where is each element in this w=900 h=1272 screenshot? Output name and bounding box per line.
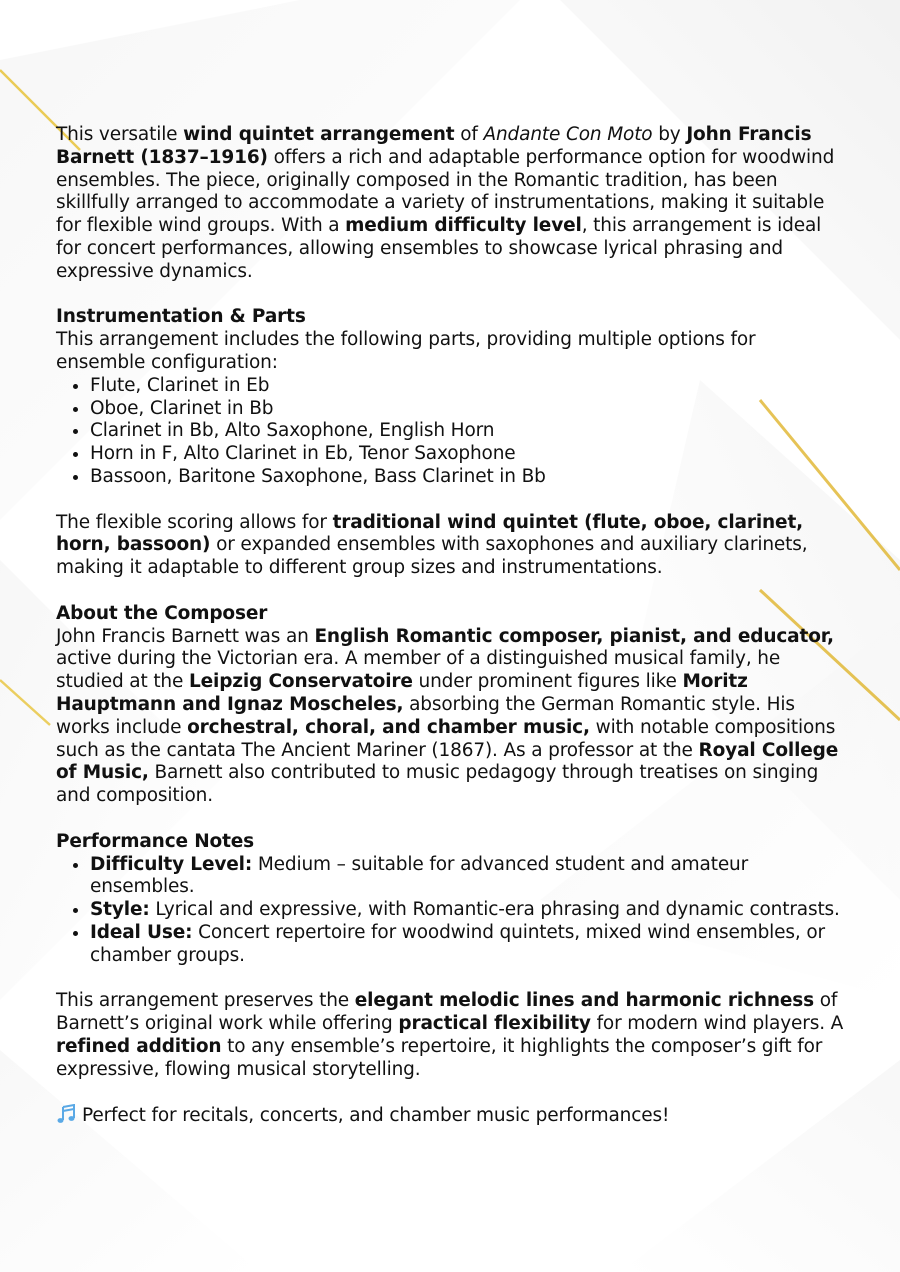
- closing-paragraph: This arrangement preserves the elegant melodic lines and harmonic richness of Barnett’s original work while offering practical flexibility for modern wind players. A refined addition to any ensemble’s repertoire, it highlights the composer’s gift for expressive, flowing musical storytelling.: [56, 990, 844, 1080]
- note-label: Style:: [90, 899, 150, 921]
- music-notes-icon: [56, 1104, 76, 1124]
- highlight-text: Moritz Hauptmann and Ignaz Moscheles,: [56, 671, 748, 715]
- list-item: • Style: Lyrical and expressive, with Romantic-era phrasing and dynamic contrasts.: [90, 899, 846, 922]
- list-item: • Flute, Clarinet in Eb: [90, 375, 846, 398]
- description-content: [56, 124, 846, 1128]
- list-item: • Clarinet in Bb, Alto Saxophone, English Horn: [90, 420, 846, 443]
- performance-section: [56, 831, 846, 968]
- composer-heading: About the Composer: [56, 602, 268, 624]
- highlight-text: medium difficulty level: [345, 215, 582, 237]
- tagline: Perfect for recitals, concerts, and chamber music performances!: [56, 1104, 846, 1128]
- parts-list: [56, 375, 846, 489]
- highlight-text: wind quintet arrangement: [183, 124, 455, 145]
- scoring-paragraph: The flexible scoring allows for traditional wind quintet (flute, oboe, clarinet, horn, bassoon) or expanded ensembles with saxophones and auxiliary clarinets, making it adaptable to different group sizes and instrumentations.: [56, 511, 808, 579]
- highlight-text: traditional wind quintet (flute, oboe, clarinet, horn, bassoon): [56, 511, 804, 556]
- intro-paragraph: This versatile wind quintet arrangement of Andante Con Moto by John Francis Barnett (1837–1916) offers a rich and adaptable performance option for woodwind ensembles. The piece, originally composed in the Romantic tradition, has been skillfully arranged to accommodate a variety of instrumentations, making it suitable for flexible wind groups. With a medium difficulty level, this arrangement is ideal for concert performances, allowing ensembles to showcase lyrical phrasing and expressive dynamics.: [56, 124, 835, 282]
- highlight-text: refined addition: [56, 1035, 222, 1057]
- list-item: • Bassoon, Baritone Saxophone, Bass Clarinet in Bb: [90, 466, 846, 489]
- list-item: • Horn in F, Alto Clarinet in Eb, Tenor Saxophone: [90, 443, 846, 466]
- highlight-text: English Romantic composer, pianist, and educator,: [314, 625, 834, 647]
- highlight-text: practical flexibility: [398, 1013, 591, 1035]
- note-label: Difficulty Level:: [90, 853, 253, 875]
- highlight-text: Royal College of Music,: [56, 739, 839, 784]
- highlight-text: elegant melodic lines and harmonic richness: [354, 990, 814, 1012]
- composer-name: John Francis Barnett (1837–1916): [56, 124, 812, 168]
- highlight-text: Leipzig Conservatoire: [188, 671, 413, 693]
- highlight-text: orchestral, choral, and chamber music,: [187, 716, 590, 738]
- piece-title: Andante Con Moto: [483, 124, 653, 145]
- composer-section: [56, 603, 846, 808]
- composer-paragraph: John Francis Barnett was an English Romantic composer, pianist, and educator, active during the Victorian era. A member of a distinguished musical family, he studied at the Leipzig Conservatoire under prominent figures like Moritz Hauptmann and Ignaz Moscheles, absorbing the German Romantic style. His works include orchestral, choral, and chamber music, with notable compositions such as the cantata The Ancient Mariner (1867). As a professor at the Royal College of Music, Barnett also contributed to music pedagogy through treatises on singing and composition.: [56, 625, 839, 807]
- performance-heading: Performance Notes: [56, 830, 255, 852]
- instrumentation-section: [56, 306, 846, 488]
- list-item: • Oboe, Clarinet in Bb: [90, 398, 846, 421]
- instrumentation-heading: Instrumentation & Parts: [56, 306, 306, 328]
- list-item: • Ideal Use: Concert repertoire for woodwind quintets, mixed wind ensembles, or chamber groups.: [90, 922, 846, 968]
- note-label: Ideal Use:: [90, 921, 193, 943]
- instrumentation-text: This arrangement includes the following parts, providing multiple options for ensemble configuration:: [56, 329, 756, 373]
- performance-list: [56, 854, 846, 968]
- list-item: • Difficulty Level: Medium – suitable for advanced student and amateur ensembles.: [90, 854, 846, 900]
